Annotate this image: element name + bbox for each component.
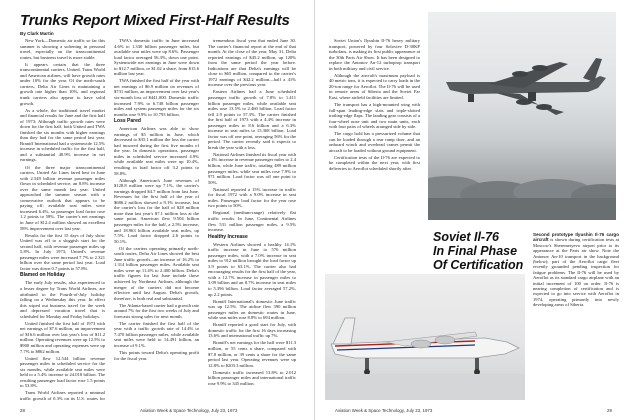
article-paragraph: This points toward Delta's operating profit for the fiscal year. [114, 350, 199, 361]
article-column-3 [208, 38, 296, 401]
article-paragraph: Braniff International's domestic June traffic was up 12.5%. The airline flew 390 million passenger miles on domestic routes in June, while seat miles rose 8.8% to 694 million. [208, 298, 296, 321]
article-paragraph: United finished the first half of 1973 with net earnings of $7.6 million, an improvement of $16.6 million over last year's loss of $11.2 million. Operating revenues were up 12.5% to $900 million and operating expenses were up 7.7% to $862 million. [20, 320, 105, 354]
article-paragraph: Domestic traffic increased 13.8% to 2.012 billion passenger miles and international traffic rose 9.9% to 345 million. [208, 369, 296, 386]
article-paragraph: National Airlines finished its fiscal year with a 4% increase in revenue passenger miles to 2.4 billion, while June traffic, totaling 489 million passenger miles, while seat miles rose 7.9% to 971 million. Load factor was off one point to 50%. [208, 151, 296, 185]
caption-lead: Second prototype Ilyushin Il-76 cargo aircraft [533, 232, 619, 243]
article-paragraph: United flew 12.544 billion revenue passenger miles in scheduled service for the six months, while available seat miles were held to a 5.4% increase to 24.018 billion. The resulting passenger load factor rose 1.5 points to 53.8%. [20, 355, 105, 389]
article-paragraph: The Atlanta-based carrier had a growth rate around 7% for the first two weeks of July and forecasts strong sales for next month. [114, 302, 199, 319]
caption-text: is shown during certification tests at Moscow's Sheremetyevo airport prior to its appearance at the Paris air show. Note the Antonov An-10 transport in the background (below); part of the Aeroflot cargo fleet recently grounded pending inspection for fatigue problems. The Il-76 will be used by Aeroflot as its standard cargo airplane with an initial increment of 100 on order. Il-76 is nearing completion of certification and is expected to go into service with Aeroflot in 1974, operating primarily into newly developing areas of Siberia. [533, 237, 619, 308]
article-paragraph: Soviet Union's Ilyushin Il-76 heavy military transport, powered by four Soloviev D-30KP turbofans, is making its first public appearance at the 30th Paris Air Show. It has been designed to replace the Antonov An-12 turboprop transport in both military and civil service. [329, 38, 420, 71]
article-paragraph: Results for the first 15 days of July show United was off to a sluggish start for the second half, with revenue passenger miles up 5.8%. In July 1973, United's revenue passenger miles were increased 7.7% to 2.321 billion over the same period last year. Load factor was down 0.7 points to 57.8%. [20, 232, 105, 271]
article-byline: By Clark Martin [20, 31, 54, 36]
article-paragraph: Regional (medium-range) relatively flat traffic results. In June, Continental Airlines flew 531 million passenger miles, a 9.5% increase. [208, 210, 296, 233]
article-paragraph: Braniff reported a good start for July, with domestic traffic for the first 16 days increasing 13.6% and international traffic up 7%. [208, 322, 296, 339]
subhead: Healthy Increase [208, 233, 248, 240]
article-paragraph: Of the carriers operating primarily north-south routes, Delta Air Lines showed the best June traffic growth—an increase of 16.2% to 1.314 billion passenger miles. Available seat miles were up 11.4% to 2.400 billion. Delta's traffic figures for last June include those achieved by Northeast Airlines, although the merger of the carriers did not become effective until last August. Delta's growth, therefore, is both real and substantial. [114, 245, 199, 301]
il76-ground-photo [325, 274, 525, 400]
sidebar-title-line: Soviet Il-76 [433, 230, 499, 244]
article-paragraph: American Airlines was able to show earnings of $5 million in June, which decreased to $35.1 million the loss the carrier had incurred during the first five months of the year. In domestic operations, passenger miles in scheduled service increased 4.9% while available seat miles were up 10.4%, resulting in load factor off 3.2 points to 58.8%. [114, 126, 199, 176]
article-paragraph: Western Airlines showed a healthy 14.1% traffic increase in June to 576 million passenger miles, with a 7.0% increase in seat miles to 912 million brought the load factor up 3.9 points to 63.1%. The carrier also had encouraging results for the first half of the year, with a 12.7% increase in passenger miles to 3.09 billion and an 8.7% increase in seat miles to 5.396 billion. Load factor averaged 57.2%, up 2.2 points. [208, 241, 296, 297]
sidebar-title-line: In Final Phase [433, 244, 518, 258]
right-page [315, 0, 630, 420]
right-page-footer: Aviation Week & Space Technology, July 23, 1973 [335, 408, 433, 413]
article-paragraph: The transport has a high-mounted wing with full-span leading-edge slats and triple-slotted trailing-edge flaps. The landing gear consists of a four-wheel nose unit and two main units, each with four pairs of wheels arranged side by side. [329, 102, 420, 130]
right-page-number: 29 [607, 408, 612, 413]
article-paragraph: As a whole, the traditional travel market and financial results for June and the first half of 1973: Although traffic growth rates were down for the first half, both United and TWA finished the six months with higher earnings than they had for the same period last year. Braniff International had a systemwide 12.5% increase in scheduled traffic for the first half, and a substantial 40.9% increase in net earnings. [20, 107, 105, 163]
article-headline: Trunks Report Mixed First-Half Results [20, 12, 290, 29]
il76-flight-illustration [428, 12, 616, 220]
sidebar-title-line: Of Certification [433, 258, 524, 272]
article-paragraph: The carrier finished the first half of the year with a traffic growth rate of 14.4% to 7.470 billion passenger miles, while available seat miles were held to 14.491 billion, an increase of 9.1%. [114, 320, 199, 348]
article-paragraph: Trans World Airlines reported a minimal traffic growth of 0.3% on its U.S. routes for [20, 390, 105, 401]
subhead: Loss Pared [114, 118, 141, 125]
article-column-1 [20, 38, 105, 401]
subhead: Blamed on Holiday [20, 272, 66, 279]
il76-flight-photo [428, 12, 616, 220]
article-paragraph: New York—Domestic air traffic so far this summer is showing a softening in personal travel, especially on the transcontinental routes, but business travel is more stable. [20, 38, 105, 60]
article-paragraph: The cargo hold has a pressurized volume that can be loaded through a rear ramp door, and an onboard winch and overhead cranes permit the aircraft to be loaded without ground equipment. [329, 131, 420, 153]
il76-ground-illustration [325, 274, 525, 400]
article-paragraph: It appears certain that the three transcontinental carriers, United, Trans World and American airlines, will have growth rates under 10% for the year. Of the north-south carriers, Delta Air Lines is maintaining a growth rate higher than 10%, and regional trunk carriers also appear to have solid growth. [20, 61, 105, 106]
left-page-number: 28 [20, 408, 25, 413]
article-paragraph: TWA finished the first half of the year with net earnings of $6.9 million on revenues of $731 million, an improvement over last year's six-month loss of $441,000. Domestic traffic increased 7.9% to 6.748 billion passenger miles and system passenger miles for the six months rose 9.9% to 10.793 billion. [114, 78, 199, 117]
article-paragraph: Although the aircraft's maximum payload is 40 metric tons, it is expected to carry loads in the 20-ton range for Aeroflot. The Il-76 will be used in remote areas of Siberia and the Soviet Far East, where airfield facilities are limited. [329, 72, 420, 100]
left-page-footer: Aviation Week & Space Technology, July 23, 1973 [140, 408, 238, 413]
sidebar-title [433, 230, 533, 272]
photo-caption [533, 232, 619, 308]
article-paragraph: Certification tests of the Il-76 are expected to be completed within the next year, with first deliveries to Aeroflot scheduled shortly after. [329, 154, 420, 172]
article-paragraph: National reported a 15% increase in traffic for fiscal 1972 with a 9.0% increase in seat miles. Passenger load factor for the year rose two points to 50%. [208, 186, 296, 209]
article-paragraph: Of the three major transcontinental carriers, United Air Lines fared best in June with 2.549 billion revenue passenger miles flown in scheduled service, an 8.8% increase over the same month last year. United approached the summer season with a conservative outlook that appears to be paying off: available seat miles were increased 6.4%, so passenger load factor rose 1.2 points to 58%. The carrier's net earnings in June of $12.4 million showed an excellent 58% improvement over last year. [20, 164, 105, 231]
article-paragraph: The early July results, also experienced to a lesser degree by Trans World Airlines, are attributed to the Fourth-of-July holiday falling on a Wednesday this year. In effect this wiped out business travel for the week and depressed vacation travel that is scheduled for Monday and Friday holidays. [20, 280, 105, 319]
article-paragraph: Eastern Airlines had a June scheduled passenger traffic growth of 7.8% to 1.411 billion passenger miles, while available seat miles rose 13.5% to 2.460 billion. Load factor fell 2.9 points to 57.3%. The carrier finished the first half of 1973 with a 4.4% increase in passenger miles to 8.6 billion and a 6.3% increase in seat miles to 15.368 billion. Load factor was off one point, averaging 56% for the period. The carrier recently said it expects to break the year with a loss. [208, 89, 296, 150]
article-column-2 [114, 38, 199, 401]
article-paragraph: tremendous fiscal year that ended June 30. The carrier's financial report at the end of that month. At the close of the year, May 31, Delta reported earnings of $45.2 million, up 120% from the same period the year before. Indications are that Delta's earnings will be close to $65 million, compared to the carrier's 1972 earnings of $42.2 million—half a 41% increase over the previous year. [208, 38, 296, 88]
article-paragraph: TWA's domestic traffic in June increased 4.6% to 1.330 billion passenger miles, but available seat miles were up 8.6%. Passenger load factor averaged 56.3%, down one point. Systemwide net earnings in June were down to $12.7 million, or $1.02 a share, from $15.6 million last year. [114, 38, 199, 77]
article-paragraph: Braniff's net earnings for the half were $11.3 million, or 55 cents a share, compared with $7.8 million, or 39 cents a share for the same period last year. Operating revenues were up 12.8% to $203.3 million. [208, 340, 296, 368]
article-paragraph: Although American's June revenues of $128.8 million were up 7.1%, the carrier's earnings dropped $4.7 million from last June. Revenues for the first half of the year of $686.2 million showed a 9.1% increase, but the carrier's loss for the half of $28 million more than last year's $7.1 million loss at the same point. American flew 9.504 billion passenger miles for the half, a 2.5% increase, and 18.963 billion available seat miles, up 7.5%. Load factor dropped 2.6 points to 50.1%. [114, 177, 199, 244]
